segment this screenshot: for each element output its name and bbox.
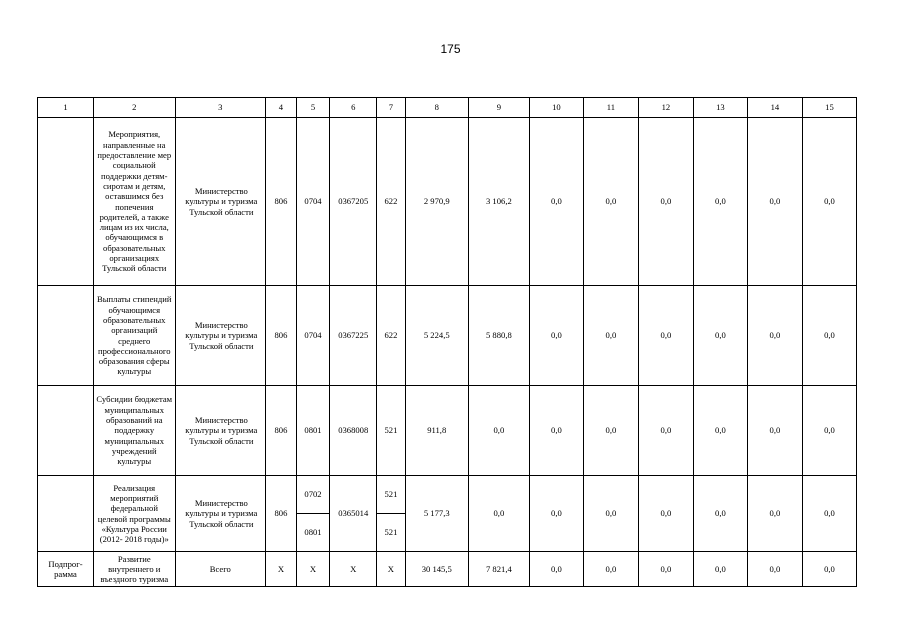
amount-col10: 0,0	[529, 118, 583, 286]
amount-col11: 0,0	[583, 386, 638, 476]
table-row	[38, 286, 857, 386]
amount-col15: 0,0	[802, 552, 856, 587]
amount-col8: 911,8	[405, 386, 468, 476]
amount-col15: 0,0	[802, 118, 856, 286]
amount-col11: 0,0	[583, 552, 638, 587]
target-article-code: 0367205	[330, 118, 377, 286]
table-row	[38, 386, 857, 476]
expense-type-code: 521	[377, 386, 406, 476]
amount-col12: 0,0	[638, 552, 693, 587]
target-article-code: 0367225	[330, 286, 377, 386]
amount-col11: 0,0	[583, 118, 638, 286]
amount-col8: 30 145,5	[405, 552, 468, 587]
header-row	[38, 98, 857, 118]
amount-col9: 0,0	[468, 476, 529, 552]
header-cell: 10	[529, 98, 583, 118]
amount-col9: 7 821,4	[468, 552, 529, 587]
amount-col11: 0,0	[583, 286, 638, 386]
event-description: Реализация мероприятий федеральной целевой программы «Культура России (2012- 2018 годы)»	[94, 476, 175, 552]
section-code-b: 0801	[296, 514, 330, 552]
header-cell: 11	[583, 98, 638, 118]
amount-col13: 0,0	[693, 386, 747, 476]
responsible-executor: Всего	[175, 552, 266, 587]
event-description: Развитие внутреннего и въездного туризма	[94, 552, 175, 587]
header-cell: 2	[94, 98, 175, 118]
grbs-code: 806	[266, 386, 297, 476]
amount-col14: 0,0	[747, 386, 802, 476]
amount-col13: 0,0	[693, 476, 747, 552]
expense-type-code: 622	[377, 118, 406, 286]
expense-type-code-b: 521	[377, 514, 406, 552]
amount-col15: 0,0	[802, 476, 856, 552]
section-code: 0801	[296, 386, 330, 476]
header-cell: 5	[296, 98, 330, 118]
section-code: 0704	[296, 118, 330, 286]
subprogram-cell	[38, 386, 94, 476]
event-description: Субсидии бюджетам муниципальных образований на поддержку муниципальных учреждений культуры	[94, 386, 175, 476]
responsible-executor: Министерство культуры и туризма Тульской области	[175, 386, 266, 476]
amount-col13: 0,0	[693, 286, 747, 386]
grbs-code: 806	[266, 118, 297, 286]
amount-col12: 0,0	[638, 476, 693, 552]
amount-col12: 0,0	[638, 386, 693, 476]
amount-col9: 3 106,2	[468, 118, 529, 286]
header-cell: 4	[266, 98, 297, 118]
event-description: Мероприятия, направленные на предоставление мер социальной поддержки детям-сиротам и детям, оставшимся без попечения родителей, а также лицам из их числа, обучающимся в образовательных организациях Тульской области	[94, 118, 175, 286]
table-row-total	[38, 552, 857, 587]
target-article-code: Х	[330, 552, 377, 587]
amount-col9: 5 880,8	[468, 286, 529, 386]
amount-col13: 0,0	[693, 118, 747, 286]
table-row	[38, 118, 857, 286]
responsible-executor: Министерство культуры и туризма Тульской области	[175, 476, 266, 552]
header-cell: 12	[638, 98, 693, 118]
expense-type-code: 622	[377, 286, 406, 386]
amount-col14: 0,0	[747, 552, 802, 587]
header-cell: 13	[693, 98, 747, 118]
section-code: Х	[296, 552, 330, 587]
amount-col10: 0,0	[529, 552, 583, 587]
subprogram-cell	[38, 286, 94, 386]
header-cell: 1	[38, 98, 94, 118]
subprogram-cell: Подпрог-рамма	[38, 552, 94, 587]
header-cell: 3	[175, 98, 266, 118]
header-cell: 6	[330, 98, 377, 118]
section-code-a: 0702	[296, 476, 330, 514]
budget-table	[37, 97, 857, 587]
grbs-code: Х	[266, 552, 297, 587]
header-cell: 8	[405, 98, 468, 118]
amount-col14: 0,0	[747, 476, 802, 552]
amount-col8: 5 224,5	[405, 286, 468, 386]
amount-col14: 0,0	[747, 286, 802, 386]
amount-col14: 0,0	[747, 118, 802, 286]
subprogram-cell	[38, 476, 94, 552]
amount-col15: 0,0	[802, 386, 856, 476]
amount-col10: 0,0	[529, 386, 583, 476]
grbs-code: 806	[266, 476, 297, 552]
amount-col10: 0,0	[529, 476, 583, 552]
expense-type-code: Х	[377, 552, 406, 587]
header-cell: 15	[802, 98, 856, 118]
target-article-code: 0365014	[330, 476, 377, 552]
grbs-code: 806	[266, 286, 297, 386]
section-code: 0704	[296, 286, 330, 386]
amount-col9: 0,0	[468, 386, 529, 476]
expense-type-code-a: 521	[377, 476, 406, 514]
header-cell: 9	[468, 98, 529, 118]
responsible-executor: Министерство культуры и туризма Тульской области	[175, 118, 266, 286]
subprogram-cell	[38, 118, 94, 286]
amount-col12: 0,0	[638, 118, 693, 286]
amount-col10: 0,0	[529, 286, 583, 386]
amount-col11: 0,0	[583, 476, 638, 552]
page-number: 175	[440, 42, 461, 56]
header-cell: 14	[747, 98, 802, 118]
header-cell: 7	[377, 98, 406, 118]
target-article-code: 0368008	[330, 386, 377, 476]
amount-col8: 2 970,9	[405, 118, 468, 286]
event-description: Выплаты стипендий обучающимся образовательных организаций среднего профессионального образования сферы культуры	[94, 286, 175, 386]
amount-col12: 0,0	[638, 286, 693, 386]
amount-col8: 5 177,3	[405, 476, 468, 552]
table-row	[38, 476, 857, 514]
responsible-executor: Министерство культуры и туризма Тульской области	[175, 286, 266, 386]
amount-col15: 0,0	[802, 286, 856, 386]
amount-col13: 0,0	[693, 552, 747, 587]
